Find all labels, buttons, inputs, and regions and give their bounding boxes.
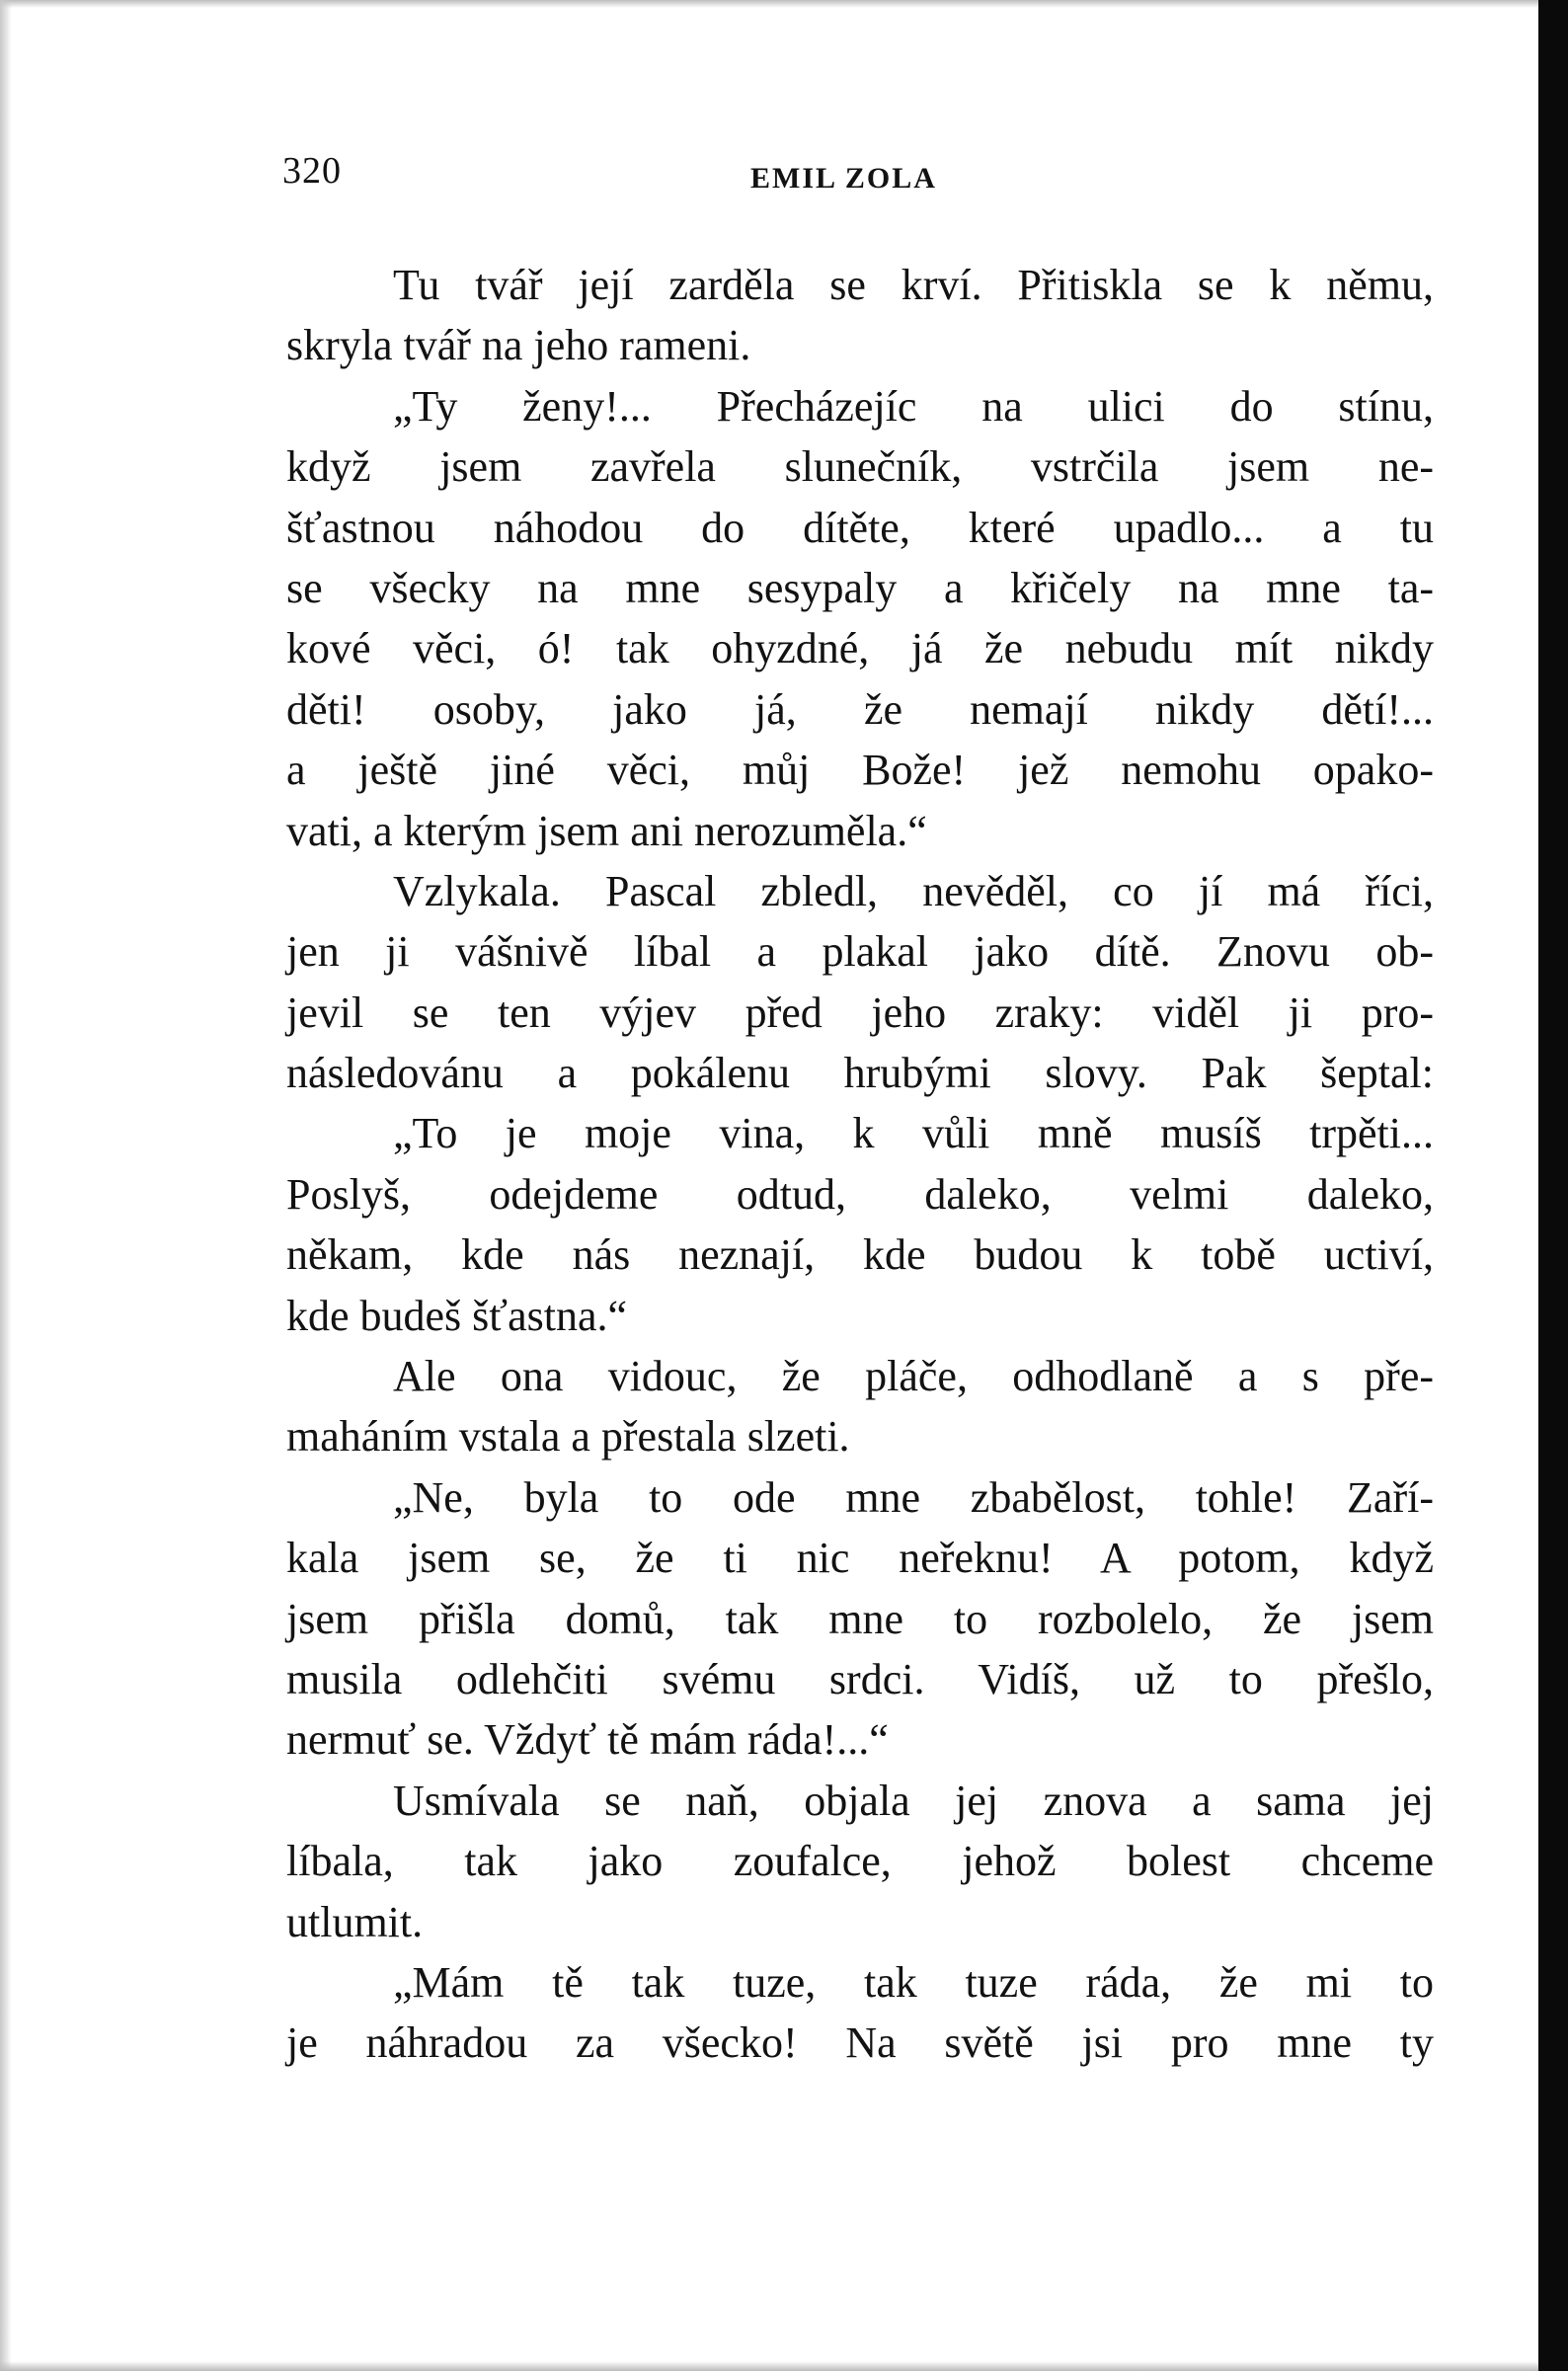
- text-line: líbala, tak jako zoufalce, jehož bolest chceme: [286, 1837, 1434, 1886]
- text-line: jsem přišla domů, tak mne to rozbolelo, že jsem: [286, 1594, 1434, 1643]
- text-line: někam, kde nás neznají, kde budou k tobě uctiví,: [286, 1230, 1434, 1280]
- text-line: je náhradou za všecko! Na světě jsi pro mne ty: [286, 2018, 1434, 2068]
- text-line: Poslyš, odejdeme odtud, daleko, velmi daleko,: [286, 1169, 1434, 1219]
- text-line: kala jsem se, že ti nic neřeknu! A potom, když: [286, 1534, 1434, 1583]
- scan-top-shadow: [0, 0, 1568, 8]
- text-line: následovánu a pokálenu hrubými slovy. Pak šeptal:: [286, 1049, 1434, 1098]
- text-line: děti! osoby, jako já, že nemají nikdy dětí!...: [286, 684, 1434, 734]
- text-line: kové věci, ó! tak ohyzdné, já že nebudu mít nikdy: [286, 624, 1434, 673]
- page-number: 320: [282, 150, 342, 192]
- scan-left-shadow: [0, 0, 12, 2371]
- text-line: šťastnou náhodou do dítěte, které upadlo... a tu: [286, 503, 1434, 552]
- text-line: se všecky na mne sesypaly a křičely na mne ta-: [286, 563, 1434, 612]
- text-line: maháním vstala a přestala slzeti.: [286, 1412, 850, 1462]
- text-line: Ale ona vidouc, že pláče, odhodlaně a s pře-: [393, 1352, 1434, 1401]
- text-line: utlumit.: [286, 1897, 424, 1946]
- text-line: vati, a kterým jsem ani nerozuměla.“: [286, 806, 927, 855]
- text-line: kde budeš šťastna.“: [286, 1291, 628, 1340]
- text-line: Tu tvář její zarděla se krví. Přitiskla se k němu,: [393, 261, 1434, 309]
- scan-bottom-shadow: [0, 2361, 1540, 2371]
- body-text: [286, 255, 1434, 2074]
- text-line: Vzlykala. Pascal zbledl, nevěděl, co jí má říci,: [393, 866, 1434, 915]
- running-head: EMIL ZOLA: [750, 162, 937, 195]
- text-line: „Ne, byla to ode mne zbabělost, tohle! Zaří-: [393, 1472, 1434, 1522]
- text-line: a ještě jiné věci, můj Bože! jež nemohu opako-: [286, 746, 1434, 795]
- text-line: musila odlehčiti svému srdci. Vidíš, už to přešlo,: [286, 1654, 1434, 1703]
- text-line: skryla tvář na jeho rameni.: [286, 321, 751, 370]
- text-line: jevil se ten výjev před jeho zraky: viděl ji pro-: [286, 988, 1434, 1037]
- text-line: „To je moje vina, k vůli mně musíš trpěti...: [393, 1109, 1434, 1158]
- text-line: nermuť se. Vždyť tě mám ráda!...“: [286, 1715, 889, 1765]
- scan-right-border: [1538, 0, 1568, 2371]
- text-line: Usmívala se naň, objala jej znova a sama jej: [393, 1776, 1434, 1825]
- text-line: „Ty ženy!... Přecházejíc na ulici do stínu,: [393, 381, 1434, 431]
- text-line: když jsem zavřela slunečník, vstrčila jsem ne-: [286, 442, 1434, 492]
- text-line: „Mám tě tak tuze, tak tuze ráda, že mi to: [393, 1957, 1434, 2007]
- text-line: jen ji vášnivě líbal a plakal jako dítě. Znovu ob-: [286, 927, 1434, 977]
